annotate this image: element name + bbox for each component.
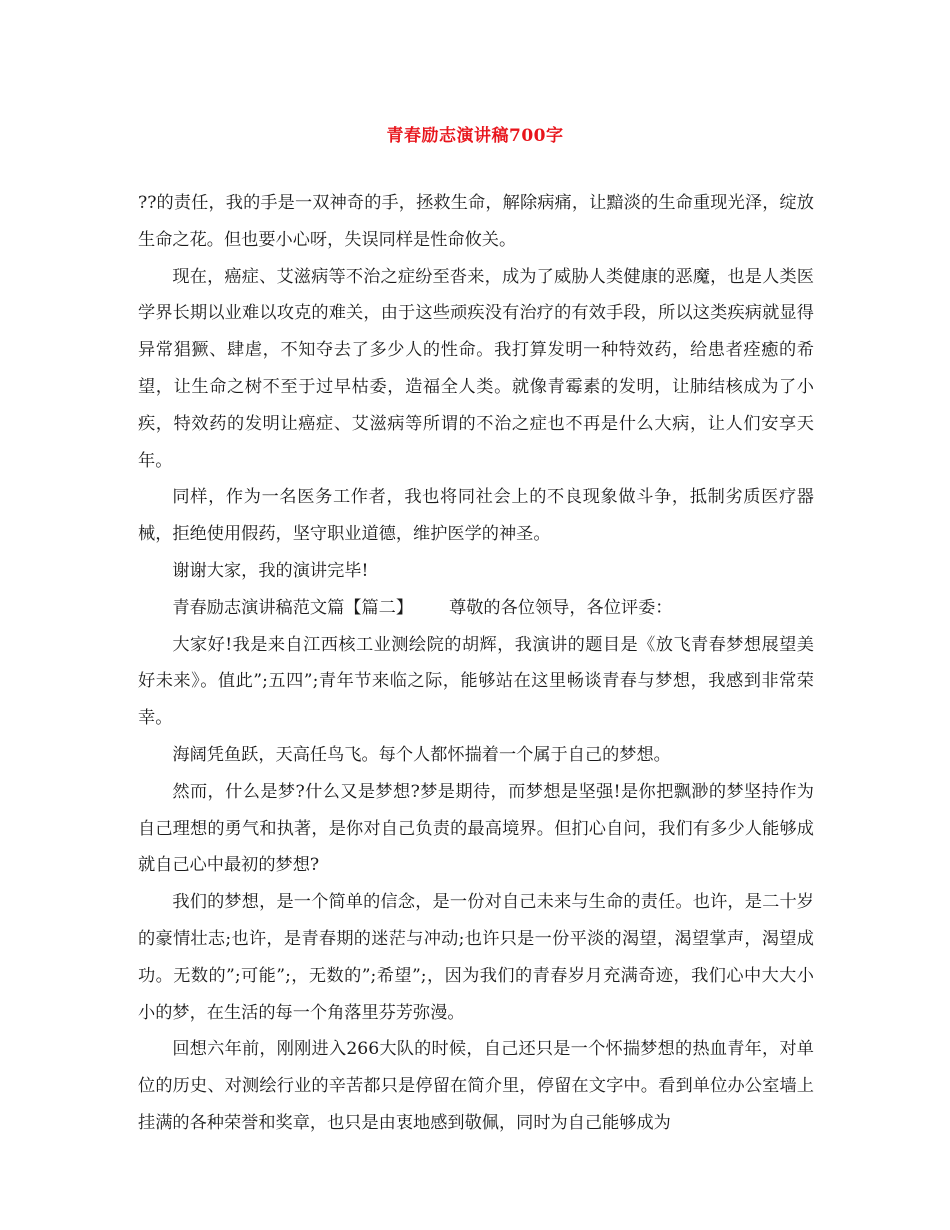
paragraph: 海阔凭鱼跃，天高任鸟飞。每个人都怀揣着一个属于自己的梦想。 (172, 744, 671, 765)
paragraph: 回想六年前，刚刚进入266大队的时候，自己还只是一个怀揣梦想的热血青年，对单位的历史、对测绘行业的辛苦都只是停留在简介里，停留在文字中。看到单位办公室墙上挂满的各种荣誉和奖章，也只是由衷地感到敬佩，同时为自己能够成为 (138, 1039, 814, 1133)
paragraph: 然而，什么是梦?什么又是梦想?梦是期待，而梦想是坚强!是你把飘渺的梦坚持作为自己理想的勇气和执著，是你对自己负责的最高境界。但扪心自问，我们有多少人能够成就自己心中最初的梦想? (138, 781, 814, 876)
paragraph-continued: ??的责任，我的手是一双神奇的手，拯救生命，解除病痛，让黯淡的生命重现光泽，绽放生命之花。但也要小心呀，失误同样是性命攸关。 (138, 193, 814, 250)
document-title: 青春励志演讲稿700字 (386, 126, 564, 146)
document-body (138, 185, 814, 1142)
paragraph: 同样，作为一名医务工作者，我也将同社会上的不良现象做斗争，抵制劣质医疗器械，拒绝使用假药，坚守职业道德，维护医学的神圣。 (138, 487, 814, 545)
salutation: 尊敬的各位领导，各位评委： (449, 597, 673, 618)
paragraph: 现在，癌症、艾滋病等不治之症纷至沓来，成为了威胁人类健康的恶魔，也是人类医学界长期以业难以攻克的难关，由于这些顽疾没有治疗的有效手段，所以这类疾病就显得异常猖獗、肆虐，不知夺去了多少人的性命。我打算发明一种特效药，给患者痊癒的希望，让生命之树不至于过早枯委，造福全人类。就像青霉素的发明，让肺结核成为了小疾，特效药的发明让癌症、艾滋病等所谓的不治之症也不再是什么大病，让人们安享天年。 (138, 266, 814, 471)
section-heading: 青春励志演讲稿范文篇【篇二】 (172, 597, 414, 618)
paragraph: 我们的梦想，是一个简单的信念，是一份对自己未来与生命的责任。也许，是二十岁的豪情壮志;也许，是青春期的迷茫与冲动;也许只是一份平淡的渴望，渴望掌声，渴望成功。无数的”;可能”;，无数的”;希望”;，因为我们的青春岁月充满奇迹，我们心中大大小小的梦，在生活的每一个角落里芬芳弥漫。 (138, 892, 814, 1023)
paragraph: 大家好!我是来自江西核工业测绘院的胡辉，我演讲的题目是《放飞青春梦想展望美好未来》。值此”;五四”;青年节来临之际，能够站在这里畅谈青春与梦想，我感到非常荣幸。 (138, 634, 814, 729)
paragraph-closing: 谢谢大家，我的演讲完毕! (172, 560, 369, 581)
section-heading-line (138, 590, 814, 627)
